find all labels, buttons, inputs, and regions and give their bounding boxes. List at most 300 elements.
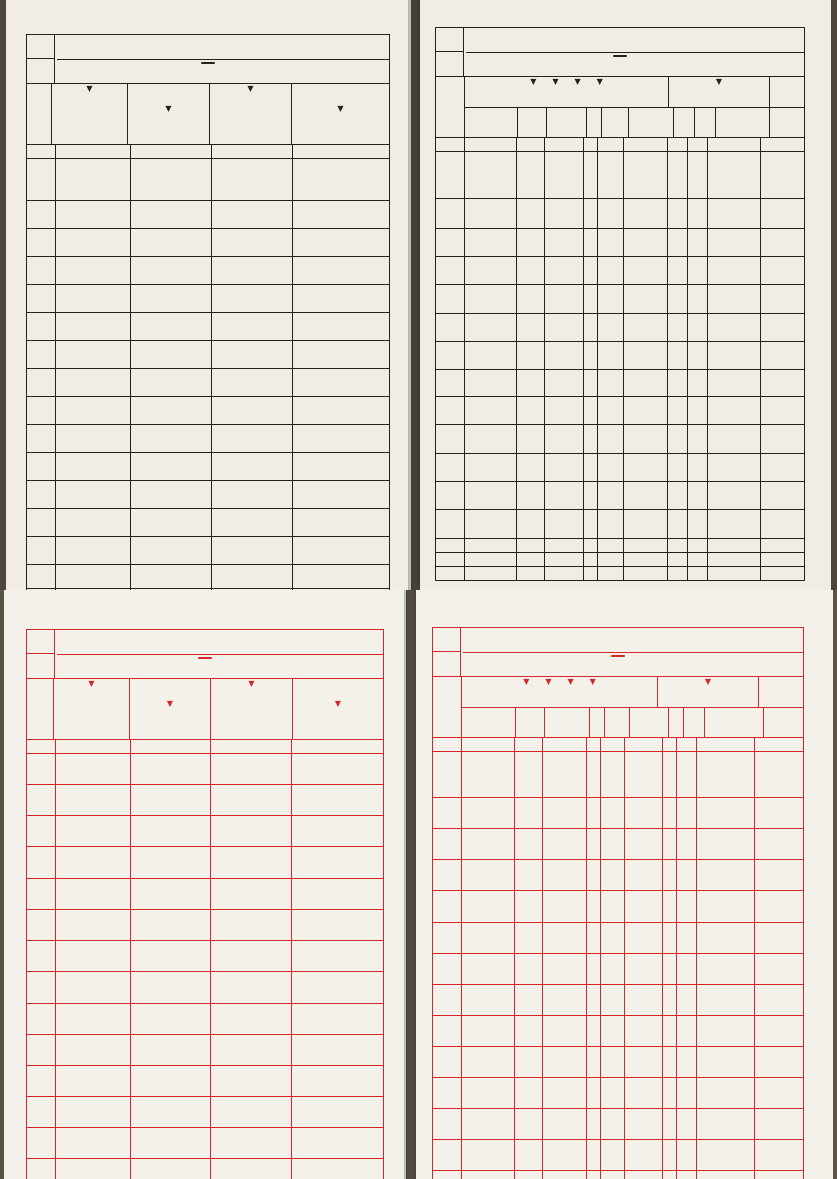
departure-cell <box>462 1171 515 1179</box>
departure-cell <box>131 1066 211 1096</box>
departure-cell <box>56 201 131 228</box>
departure-cell <box>545 553 584 566</box>
hour-cell <box>433 891 462 922</box>
departure-cell <box>517 314 545 341</box>
destination-header <box>436 77 804 138</box>
departure-cell <box>677 860 697 890</box>
departure-cell <box>465 314 517 341</box>
departure-cell <box>677 1140 697 1170</box>
departure-cell <box>56 341 131 368</box>
departure-cell <box>465 199 517 228</box>
destination-column <box>210 84 292 144</box>
departure-cell <box>465 553 517 566</box>
departure-cell <box>545 370 584 396</box>
dest-columns <box>462 677 803 737</box>
departure-cell <box>587 1109 601 1139</box>
departure-cell <box>465 482 517 509</box>
departure-cell <box>688 342 708 369</box>
route-number-badge <box>201 62 215 64</box>
departure-cell <box>293 565 389 588</box>
departure-cell <box>517 397 545 424</box>
hour-cell <box>433 985 462 1015</box>
departure-cell <box>688 257 708 284</box>
departure-cell <box>708 539 761 552</box>
departure-cell <box>211 1066 292 1096</box>
departure-cell <box>131 369 212 396</box>
hour-cell <box>27 453 56 480</box>
hour-cell <box>27 481 56 508</box>
hour-cell <box>436 510 465 538</box>
departure-cell <box>517 510 545 538</box>
hour-row <box>433 752 803 798</box>
departure-cell <box>292 1004 383 1034</box>
hour-row <box>27 879 383 910</box>
departure-cell <box>708 229 761 256</box>
departure-cell <box>668 199 688 228</box>
destination-column <box>292 84 389 144</box>
departure-cell <box>56 910 131 940</box>
hour-cell <box>433 1171 462 1179</box>
departure-cell <box>292 941 383 971</box>
hour-row <box>27 425 389 453</box>
hour-row <box>433 829 803 860</box>
timetable <box>435 27 805 581</box>
departure-cell <box>601 738 625 751</box>
departure-cell <box>56 397 131 424</box>
departure-cell <box>462 1016 515 1046</box>
departure-cell <box>543 1078 587 1108</box>
hour-row <box>436 482 804 510</box>
departure-cell <box>293 229 389 256</box>
route-number-badge <box>611 655 625 657</box>
departure-cell <box>56 425 131 452</box>
departure-cell <box>56 509 131 536</box>
departure-cell <box>708 370 761 396</box>
departure-cell <box>677 1047 697 1077</box>
departure-cell <box>598 370 624 396</box>
departure-cell <box>624 314 668 341</box>
departure-cell <box>587 1047 601 1077</box>
departure-cell <box>587 1078 601 1108</box>
departure-cell <box>211 1004 292 1034</box>
departure-cell <box>584 285 598 313</box>
departure-cell <box>668 257 688 284</box>
departure-cell <box>211 1097 292 1127</box>
destination-header <box>27 84 389 145</box>
departure-cell <box>515 1047 543 1077</box>
hour-cell <box>436 397 465 424</box>
timetable <box>26 34 390 590</box>
departure-cell <box>515 954 543 984</box>
departure-cell <box>677 1109 697 1139</box>
departure-cell <box>708 510 761 538</box>
hour-row <box>27 1066 383 1097</box>
departure-cell <box>625 829 663 859</box>
departure-cell <box>545 539 584 552</box>
departure-cell <box>755 829 803 859</box>
hour-cell <box>436 425 465 453</box>
down-arrow-icon: ▼ <box>715 77 723 86</box>
hour-row <box>27 509 389 537</box>
departure-cell <box>663 752 677 797</box>
hour-row <box>436 553 804 567</box>
departure-cell <box>624 138 668 151</box>
departure-cell <box>543 923 587 953</box>
hour-cell <box>436 342 465 369</box>
departure-cell <box>543 954 587 984</box>
departure-cell <box>211 816 292 846</box>
departure-cell <box>56 1128 131 1158</box>
route-header <box>27 630 383 679</box>
departure-cell <box>663 923 677 953</box>
departure-cell <box>663 1171 677 1179</box>
departure-cell <box>668 482 688 509</box>
hour-cell <box>27 785 56 815</box>
destination-column <box>128 84 210 144</box>
departure-cell <box>587 1140 601 1170</box>
route-number-badge <box>613 55 627 57</box>
hour-row <box>27 341 389 369</box>
departure-cell <box>625 954 663 984</box>
departure-cell <box>688 553 708 566</box>
dest-label-column <box>27 84 52 144</box>
departure-cell <box>598 199 624 228</box>
departure-cell <box>663 860 677 890</box>
destination-column <box>545 708 590 737</box>
departure-cell <box>601 1016 625 1046</box>
route-title <box>57 630 383 655</box>
departure-cell <box>761 257 804 284</box>
departure-cell <box>56 754 131 784</box>
departure-cell <box>708 199 761 228</box>
departure-cell <box>761 152 804 198</box>
hour-cell <box>27 1035 56 1065</box>
departure-cell <box>587 923 601 953</box>
departure-cell <box>587 954 601 984</box>
departure-cell <box>584 342 598 369</box>
departure-cell <box>293 145 389 158</box>
departure-cell <box>761 229 804 256</box>
departure-cell <box>56 145 131 158</box>
departure-cell <box>131 847 211 878</box>
departure-cell <box>462 798 515 828</box>
departure-cell <box>465 138 517 151</box>
departure-cell <box>584 482 598 509</box>
destination-group-b <box>658 677 759 707</box>
departure-cell <box>465 342 517 369</box>
departure-cell <box>668 553 688 566</box>
departure-cell <box>601 829 625 859</box>
departure-cell <box>212 341 293 368</box>
hour-cell <box>433 829 462 859</box>
departure-cell <box>625 798 663 828</box>
departure-cell <box>663 1109 677 1139</box>
departure-cell <box>668 539 688 552</box>
departure-cell <box>625 1016 663 1046</box>
timetable <box>26 629 384 1179</box>
departure-cell <box>668 342 688 369</box>
departure-cell <box>688 229 708 256</box>
departure-cell <box>697 829 755 859</box>
route-title <box>463 628 803 653</box>
departure-cell <box>668 397 688 424</box>
departure-cell <box>212 397 293 424</box>
departure-cell <box>515 923 543 953</box>
departure-cell <box>293 159 389 200</box>
departure-cell <box>515 752 543 797</box>
departure-cell <box>462 752 515 797</box>
departure-cell <box>663 829 677 859</box>
hour-row <box>27 397 389 425</box>
departure-cell <box>708 482 761 509</box>
departure-cell <box>584 138 598 151</box>
down-arrow-icon: ▼ <box>88 679 95 688</box>
timetable <box>432 627 804 1179</box>
down-arrow-icon: ▼ <box>704 677 712 686</box>
departure-cell <box>515 829 543 859</box>
departure-cell <box>697 985 755 1015</box>
hour-cell <box>433 798 462 828</box>
departure-cell <box>688 152 708 198</box>
departure-cell <box>668 567 688 580</box>
departure-cell <box>517 342 545 369</box>
departure-cell <box>688 370 708 396</box>
departure-cell <box>624 370 668 396</box>
destination-column <box>629 108 674 137</box>
route-name-label <box>433 628 461 652</box>
departure-cell <box>131 879 211 909</box>
hour-cell <box>433 752 462 797</box>
hour-cell <box>27 257 56 284</box>
hour-cell <box>27 847 56 878</box>
hour-cell <box>27 341 56 368</box>
hour-cell <box>433 1047 462 1077</box>
departure-cell <box>131 1128 211 1158</box>
hour-cell <box>27 369 56 396</box>
departure-cell <box>584 314 598 341</box>
page-holiday-hassamu <box>416 590 833 1179</box>
destination-column <box>54 679 130 739</box>
departure-cell <box>211 879 292 909</box>
departure-cell <box>56 941 131 971</box>
departure-cell <box>465 567 517 580</box>
hour-row <box>27 285 389 313</box>
departure-cell <box>131 425 212 452</box>
departure-cell <box>688 285 708 313</box>
route-title <box>57 35 389 60</box>
departure-cell <box>663 1047 677 1077</box>
departure-cell <box>688 138 708 151</box>
hour-row <box>27 1159 383 1179</box>
departure-cell <box>515 891 543 922</box>
destination-header <box>433 677 803 738</box>
departure-cell <box>131 910 211 940</box>
departure-cell <box>761 314 804 341</box>
departure-cell <box>211 972 292 1003</box>
page-weekday-ring <box>6 0 411 590</box>
hour-cell <box>27 159 56 200</box>
departure-cell <box>761 454 804 481</box>
departure-cell <box>755 798 803 828</box>
departure-cell <box>545 342 584 369</box>
departure-cell <box>761 370 804 396</box>
down-arrow-icon: ▼ <box>334 699 342 708</box>
departure-cell <box>462 985 515 1015</box>
departure-cell <box>625 985 663 1015</box>
departure-cell <box>761 199 804 228</box>
departure-cell <box>517 152 545 198</box>
departure-cell <box>688 539 708 552</box>
destination-column <box>547 108 587 137</box>
departure-cell <box>56 879 131 909</box>
departure-cell <box>545 138 584 151</box>
departure-cell <box>462 954 515 984</box>
departure-cell <box>292 1159 383 1179</box>
hour-row <box>436 397 804 425</box>
departure-cell <box>697 738 755 751</box>
hour-cell <box>27 1128 56 1158</box>
hour-row <box>433 1078 803 1109</box>
departure-cell <box>624 553 668 566</box>
departure-cell <box>462 1078 515 1108</box>
hour-row <box>436 199 804 229</box>
departure-cell <box>697 954 755 984</box>
destination-group-c <box>759 677 803 707</box>
departure-cell <box>56 785 131 815</box>
departure-cell <box>584 539 598 552</box>
hour-row <box>27 453 389 481</box>
departure-cell <box>663 1140 677 1170</box>
departure-cell <box>293 285 389 312</box>
departure-cell <box>56 847 131 878</box>
dest-column-row <box>462 708 803 737</box>
route-number-label <box>436 52 464 76</box>
departure-cell <box>755 1109 803 1139</box>
departure-cell <box>212 159 293 200</box>
departure-cell <box>708 285 761 313</box>
departure-cell <box>131 740 211 753</box>
departure-cell <box>131 159 212 200</box>
hour-row <box>27 537 389 565</box>
departure-cell <box>462 860 515 890</box>
departure-cell <box>56 229 131 256</box>
hour-row <box>27 847 383 879</box>
departure-cell <box>708 425 761 453</box>
departure-cell <box>688 482 708 509</box>
departure-cell <box>755 891 803 922</box>
hour-cell <box>27 565 56 588</box>
departure-cell <box>543 1016 587 1046</box>
departure-cell <box>131 1035 211 1065</box>
hour-cell <box>436 138 465 151</box>
departure-cell <box>515 1109 543 1139</box>
departure-cell <box>56 313 131 340</box>
departure-cell <box>462 891 515 922</box>
hour-row <box>27 481 389 509</box>
departure-cell <box>697 1078 755 1108</box>
departure-cell <box>624 229 668 256</box>
destination-column <box>587 108 602 137</box>
hour-cell <box>436 152 465 198</box>
departure-cell <box>601 752 625 797</box>
departure-cell <box>293 509 389 536</box>
departure-cell <box>515 860 543 890</box>
page-holiday-ring <box>4 590 406 1179</box>
departure-cell <box>708 397 761 424</box>
departure-cell <box>293 453 389 480</box>
departure-cell <box>545 454 584 481</box>
hour-row <box>27 565 389 589</box>
departure-cell <box>755 1171 803 1179</box>
hour-row <box>433 1047 803 1078</box>
departure-cell <box>515 738 543 751</box>
departure-cell <box>212 537 293 564</box>
departure-cell <box>677 752 697 797</box>
hour-cell <box>27 879 56 909</box>
departure-cell <box>755 985 803 1015</box>
hour-cell <box>27 145 56 158</box>
departure-cell <box>624 397 668 424</box>
hour-row <box>436 257 804 285</box>
departure-cell <box>56 285 131 312</box>
departure-cell <box>587 860 601 890</box>
departure-cell <box>677 891 697 922</box>
destination-group-b <box>669 77 770 107</box>
departure-cell <box>598 342 624 369</box>
departure-cell <box>625 860 663 890</box>
departure-cell <box>587 985 601 1015</box>
departure-cell <box>515 798 543 828</box>
departure-cell <box>624 454 668 481</box>
departure-cell <box>293 341 389 368</box>
hour-cell <box>27 425 56 452</box>
departure-cell <box>677 1171 697 1179</box>
route-name-label <box>27 35 55 59</box>
departure-cell <box>598 510 624 538</box>
departure-cell <box>293 313 389 340</box>
departure-cell <box>584 370 598 396</box>
departure-cell <box>598 152 624 198</box>
departure-cell <box>131 1004 211 1034</box>
departure-cell <box>545 425 584 453</box>
departure-cell <box>601 891 625 922</box>
destination-column <box>462 708 516 737</box>
departure-cell <box>462 1047 515 1077</box>
departure-cell <box>697 1140 755 1170</box>
departure-cell <box>292 1066 383 1096</box>
departure-cell <box>755 1140 803 1170</box>
departure-cell <box>545 397 584 424</box>
departure-cell <box>584 257 598 284</box>
departure-cell <box>293 425 389 452</box>
departure-cell <box>598 553 624 566</box>
departure-cell <box>761 397 804 424</box>
departure-cell <box>584 454 598 481</box>
destination-column <box>630 708 669 737</box>
departure-cell <box>668 138 688 151</box>
departure-cell <box>587 738 601 751</box>
hour-cell <box>27 537 56 564</box>
departure-cell <box>755 752 803 797</box>
down-arrow-icon: ▼ ▼ ▼ ▼ <box>523 677 596 686</box>
departure-cell <box>543 829 587 859</box>
destination-column <box>602 108 629 137</box>
departure-cell <box>761 425 804 453</box>
departure-cell <box>131 481 212 508</box>
route-number-label <box>433 652 461 676</box>
departure-cell <box>663 1078 677 1108</box>
departure-cell <box>465 229 517 256</box>
